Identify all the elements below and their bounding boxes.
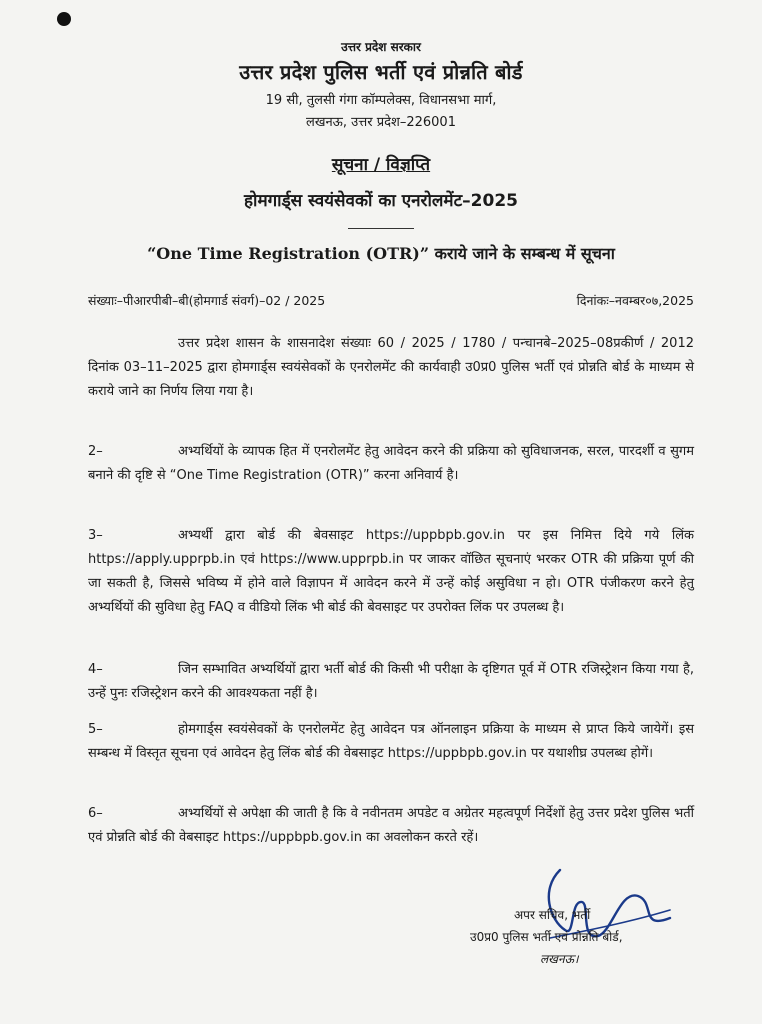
otr-title: [0, 242, 762, 264]
paragraph-3: [88, 524, 694, 620]
paragraph-text: अभ्यर्थियों से अपेक्षा की जाती है कि वे नवीनतम अपडेट व अग्रेतर महत्वपूर्ण निर्देशों हेतु उत्तर प्रदेश पुलिस भर्ती एवं प्रोन्नति बोर्ड की वेबसाइट https://uppbpb.gov.in का अवलोकन करते रहें।: [88, 806, 694, 845]
paragraph-text: उत्तर प्रदेश शासन के शासनादेश संख्याः 60 / 2025 / 1780 / पन्चानबे–2025–08प्रकीर्ण / 2012 दिनांक 03–11–2025 द्वारा होमगार्ड्स स्वयंसेवकों के एनरोलमेंट की कार्यवाही उ0प्र0 पुलिस भर्ती एवं प्रोन्नति बोर्ड के माध्यम से कराये जाने का निर्णय लिया गया है।: [88, 336, 694, 399]
notice-label: सूचना / विज्ञप्ति: [331, 155, 431, 175]
paragraph-5: [88, 718, 694, 766]
reference-number: संख्याः–पीआरपीबी–बी(होमगार्ड संवर्ग)–02 / 2025: [88, 293, 326, 308]
address-line-2: लखनऊ, उत्तर प्रदेश–226001: [306, 115, 456, 130]
paragraph-number: 6–: [88, 806, 103, 821]
hole-punch-mark: [57, 12, 71, 26]
paragraph-number: 2–: [88, 444, 103, 459]
paragraph-2: [88, 440, 694, 488]
signatory-office: उ0प्र0 पुलिस भर्ती एवं प्रोन्नति बोर्ड,: [470, 930, 623, 944]
paragraph-number: 4–: [88, 662, 103, 677]
paragraph-text: अभ्यर्थी द्वारा बोर्ड की बेवसाइट https://uppbpb.gov.in पर इस निमित्त दिये गये लिंक https://apply.upprpb.in एवं https://www.upprpb.in पर जाकर वॉछित सूचनाएं भरकर OTR की प्रक्रिया पूर्ण की जा सकती है, जिससे भविष्य में होने वाले विज्ञापन में आवेदन करने में उन्हें कोई असुविधा न हो। OTR पंजीकरण करने हेतु अभ्यर्थियों की सुविधा हेतु FAQ व वीडियो लिंक भी बोर्ड की बेवसाइट पर उपरोक्त लिंक पर उपलब्ध है।: [88, 528, 694, 615]
paragraph-number: 5–: [88, 722, 103, 737]
divider: [348, 228, 414, 229]
board-name: उत्तर प्रदेश पुलिस भर्ती एवं प्रोन्नति बोर्ड: [239, 60, 523, 84]
paragraph-text: होमगार्ड्स स्वयंसेवकों के एनरोलमेंट हेतु आवेदन पत्र ऑनलाइन प्रक्रिया के माध्यम से प्राप्त किये जायेगें। इस सम्बन्ध में विस्तृत सूचना एवं आवेदन हेतु लिंक बोर्ड की वेबसाइट https://uppbpb.gov.in पर यथाशीघ्र उपलब्ध होगें।: [88, 722, 694, 761]
paragraph-text: जिन सम्भावित अभ्यर्थियों द्वारा भर्ती बोर्ड की किसी भी परीक्षा के दृष्टिगत पूर्व में OTR रजिस्ट्रेशन किया गया है, उन्हें पुनः रजिस्ट्रेशन करने की आवश्यकता नहीं है।: [88, 662, 694, 701]
paragraph-text: अभ्यर्थियों के व्यापक हित में एनरोलमेंट हेतु आवेदन करने की प्रक्रिया को सुविधाजनक, सरल, पारदर्शी व सुगम बनाने की दृष्टि से “One Time Registration (OTR)” करना अनिवार्य है।: [88, 444, 694, 483]
reference-line: [88, 292, 694, 309]
paragraph-4: [88, 658, 694, 706]
government-heading: उत्तर प्रदेश सरकार: [341, 40, 421, 54]
address-line-1: 19 सी, तुलसी गंगा कॉम्पलेक्स, विधानसभा मार्ग,: [265, 93, 497, 108]
signatory-designation: अपर सचिव, भर्ती: [514, 908, 591, 922]
otr-title-english: “One Time Registration (OTR)”: [147, 244, 430, 263]
signature-block: [470, 904, 700, 970]
paragraph-6: [88, 802, 694, 850]
notice-subject: होमगार्ड्स स्वयंसेवकों का एनरोलमेंट–2025: [244, 191, 518, 211]
signatory-place: लखनऊ।: [540, 952, 579, 966]
otr-title-hindi: कराये जाने के सम्बन्ध में सूचना: [429, 244, 615, 263]
paragraph-1: [88, 332, 694, 404]
paragraph-number: 3–: [88, 528, 103, 543]
reference-date: दिनांकः–नवम्बर०७,2025: [576, 293, 694, 308]
